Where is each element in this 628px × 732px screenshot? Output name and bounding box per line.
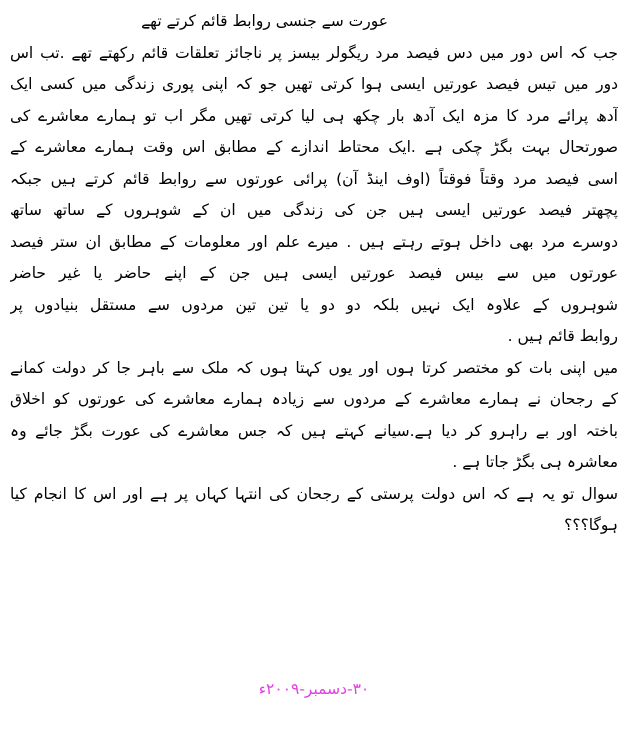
paragraph-line: دور میں تیس فیصد عورتیں ایسی ہوا کرتی تھیں جو کہ اپنی پوری زندگی میں کسی ایک — [10, 75, 618, 93]
paragraph-line: عورتوں میں سے بیس فیصد عورتیں ایسی ہیں جن کے اپنے حاضر یا غیر حاضر — [10, 264, 618, 282]
paragraph-line: ہوگا؟؟؟ — [564, 516, 618, 534]
paragraph-line: روابط قائم ہیں . — [507, 327, 618, 345]
paragraph-line: معاشرہ ہی بگڑ جاتا ہے . — [452, 453, 618, 471]
paragraph-line: میں اپنی بات کو مختصر کرتا ہوں اور یوں کہتا ہوں کہ ملک سے باہر جا کر دولت کمانے — [10, 358, 618, 377]
paragraph-line: صورتحال بہت بگڑ چکی ہے .ایک محتاط اندازے کے مطابق اس وقت ہمارے معاشرے کے — [10, 138, 618, 156]
paragraph-line: جب کہ اس دور میں دس فیصد مرد ریگولر بیسز پر ناجائز تعلقات قائم رکھتے تھے .تب اس — [10, 43, 618, 62]
paragraph-line: باختہ اور بے راہرو کر دیا ہے.سیانے کہتے ہیں کہ جس معاشرے کی عورت بگڑ جائے وہ — [10, 421, 618, 440]
paragraph-line: کے رجحان نے ہمارے معاشرے کے مردوں سے زیادہ ہمارے معاشرے کی عورتوں کو اخلاق — [10, 390, 618, 408]
article-title: عورت سے جنسی روابط قائم کرتے تھے — [141, 12, 388, 30]
paragraph-line: سوال تو یہ ہے کہ اس دولت پرستی کے رجحان کی انتہا کہاں پر ہے اور اس کا انجام کیا — [10, 484, 618, 503]
paragraph-line: شوہروں کے علاوہ ایک نہیں بلکہ دو دو یا تین تین مردوں سے مستقل بنیادوں پر — [10, 295, 618, 314]
paragraph-line: پچھتر فیصد عورتیں ایسی ہیں جن کی زندگی میں ان کے شوہروں کے ساتھ ساتھ — [10, 201, 618, 219]
paragraph-line: دوسرے مرد بھی داخل ہوتے رہتے ہیں . میرے علم اور معلومات کے مطابق ان ستر فیصد — [10, 232, 618, 251]
paragraph-line: اسی فیصد مرد وقتاً فوقتاً (اوف اینڈ آن) پرائی عورتوں سے روابط قائم کرتے ہیں جبکہ — [10, 169, 618, 188]
article-date: ۳۰-دسمبر-۲۰۰۹ء — [258, 680, 370, 698]
paragraph-line: آدھ پرائے مرد کا مزہ ایک آدھ بار چکھ ہی لیا کرتی تھیں مگر اب تو ہمارے معاشرے کی — [10, 106, 618, 125]
